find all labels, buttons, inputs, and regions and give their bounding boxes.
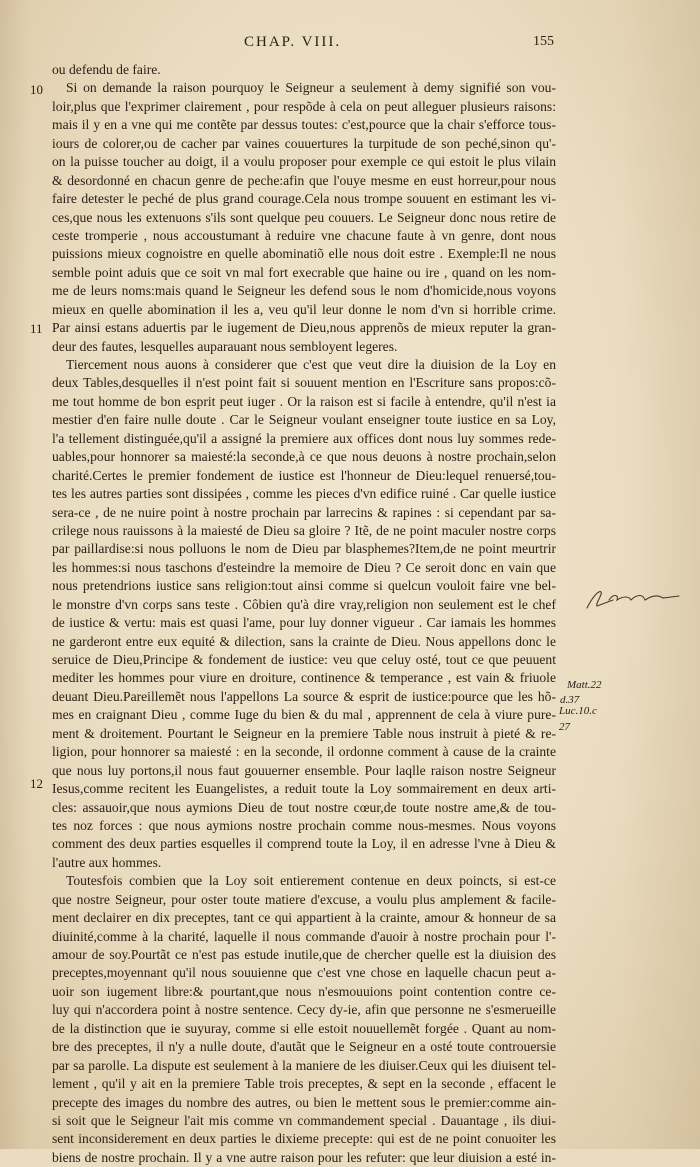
text-line: puissions mieux cognoistre en quelle abominatiõ elle nous doit estre . Exemple:Il ne nous	[52, 246, 556, 262]
text-line: Toutesfois combien que la Loy soit entierement contenue en deux poincts, si est-ce	[66, 873, 556, 889]
text-line: preceptes,moyennant qu'il nous souuienne que c'est vne chose en laquelle chacun peut a-	[52, 965, 556, 981]
text-line: lement , qu'il y ait en la premiere Table trois preceptes, & sept en la seconde , effacent le	[52, 1076, 556, 1092]
text-line: ligion, pour honnorer sa maiesté : en la seconde, il ordonne comment à cause de la crainte	[52, 744, 556, 760]
text-line: tes les autres parties sont dissipées , comme les pieces d'vn edifice ruiné . Car quelle iustice	[52, 486, 556, 502]
text-line: ment declairer en dix preceptes, tant ce qui appartient à la crainte, amour & honneur de sa	[52, 910, 556, 926]
text-line: les hommes:si nous taschons d'esteindre la memoire de Dieu ? Ce seroit donc en vain que	[52, 559, 556, 575]
text-line: cles: assauoir,que nous aymions Dieu de tout nostre cœur,de toute nostre ame,& de tou-	[52, 799, 556, 815]
text-line: de iustice & vertu: mais est quasi l'ame, pour luy donner vigueur . Car iamais les hommes	[52, 615, 556, 631]
text-line: que nostre Seigneur, pour oster toute matiere d'excuse, a voulu plus amplement & facile-	[52, 891, 556, 907]
text-line: mediter les hommes pour viure en droiture, continence & temperance , est vain & friuole	[52, 670, 556, 686]
text-line: charité.Certes le premier fondement de iustice est l'honneur de Dieu:lequel renuersé,tou-	[52, 467, 556, 483]
text-line: mais il y en a vne qui me contẽte par dessus toutes: c'est,pource que la chair s'efforce tous-	[52, 117, 556, 133]
text-line: tes noz forces : que nous aymions nostre prochain comme nous-mesmes. Nous voyons	[52, 817, 556, 833]
text-line: amour de soy.Pourtãt ce n'est pas estude inutile,que de chercher quelle est la diuision des	[52, 947, 556, 962]
text-line: uoir son iugement libre:& pourtant,que nous n'esmouuions point contention contre ce-	[52, 983, 556, 999]
text-line: deuant Dieu.Pareillemẽt nous l'appellons La source & esprit de iustice:pource que les hõ-	[52, 688, 556, 704]
text-line: seruice de Dieu,Principe & fondement de iustice: veu que celuy osté, tout ce que peuuent	[52, 652, 556, 667]
text-line: que nous luy portons,il nous faut gouuerner ensemble. Pour laqlle raison nostre Seigneur	[52, 762, 556, 778]
text-line: me de leurs noms:mais quand le Seigneur les defend sous le nom d'homicide,nous voyons	[52, 283, 556, 299]
page-number: 155	[533, 34, 554, 49]
text-line: faire detester le peché de plus grand courage.Cela nous trompe souuent en estimant les vi-	[52, 191, 556, 207]
text-line: ces,que nous les extenuons s'ils sont quelque peu couuers. Le Seigneur donc nous retire de	[52, 209, 556, 225]
text-line: sera-ce , de ne nuire point à nostre prochain par larrecins & rapines : si cependant par sa-	[52, 504, 556, 520]
handwritten-annotation	[583, 586, 683, 616]
text-line: luy qui n'accordera point à nostre sentence. Cecy dy-ie, afin que personne ne s'esmerueille	[52, 1002, 556, 1018]
text-line: ment & droitement. Pourtant le Seigneur en la premiere Table nous instruit à pieté & re-	[52, 725, 556, 741]
margin-note-27: 27	[559, 721, 570, 733]
text-line: ou defendu de faire.	[52, 62, 161, 77]
page-header	[0, 34, 700, 54]
section-number-10: 10	[30, 82, 43, 97]
margin-note-matthew: Matt.22	[567, 679, 602, 691]
text-line: le monstre d'vn corps sans teste . Côbien qu'à dire vray,religion non seulement est le chef	[52, 596, 556, 612]
section-number-12: 12	[30, 776, 43, 791]
text-line: uables,pour honnorer sa maiesté:la seconde,à ce que nous deuons à nostre prochain,selon	[52, 449, 556, 465]
margin-note-d37: d.37	[560, 694, 580, 706]
text-line: par paillardise:si nous polluons le nom de Dieu par blasphemes?Item,de ne point meurtrir	[52, 541, 556, 557]
text-line: si soit que le Seigneur l'ait mis comme vn commandement special . Dauantage , ils diui-	[52, 1112, 556, 1128]
text-line: par sa parolle. La dispute est seulement à la maniere de les diuiser.Ceux qui les diuisent tel-	[52, 1057, 556, 1073]
text-line: l'a tellement distinguée,qu'il a assigné la premiere aux offices dont nous luy sommes rede-	[52, 430, 556, 446]
text-line: loir,plus que l'exprimer clairement , pour respõde à cela on peut alleguer plusieurs raisons:	[52, 98, 556, 114]
text-line: semble point aduis que ce soit vn mal fort execrable que haine ou ire , quand on les nom-	[52, 264, 556, 280]
text-line: de la distinction que ie suyuray, comme si elle estoit nouuellemẽt forgée . Quant au nom-	[52, 1020, 556, 1036]
page-shading	[620, 0, 700, 1149]
margin-note-luke: Luc.10.c	[559, 705, 597, 717]
text-line: precepte des images du nombre des autres, ou bien le mettent sous le premier:comme ain-	[52, 1094, 556, 1110]
text-line: & desordonné en chacun genre de peche:afin que l'ouye mesme en eust horreur,pour nous	[52, 172, 556, 188]
text-line: biens de nostre prochain. Il y a vne autre raison pour les refuter: que leur diuision a esté in-	[52, 1149, 556, 1165]
text-line: comment des deux parties esquelles il comprend toute la Loy, il en adresse l'vne à Dieu &	[52, 836, 556, 852]
text-line: on la puisse toucher au doigt, il a voulu proposer pour exemple ce qui estoit le plus vilain	[52, 154, 556, 170]
text-line: Tiercement nous auons à considerer que c'est que veut dire la diuision de la Loy en	[66, 357, 556, 372]
text-line: nous pretendrions iustice sans religion:tout ainsi comme si quelcun vouloit faire vne bel-	[52, 578, 556, 594]
text-line: mieux en quelle abomination il les a, veu qu'il leur donne le nom d'vn si horrible crime.	[52, 301, 556, 317]
text-line: me tout homme de bon esprit peut iuger . Or la raison est si facile à entendre, qu'il n'est ia	[52, 393, 556, 409]
running-title: CHAP. VIII.	[244, 34, 342, 50]
text-line: ne garderont entre eux equité & dilection, sans la crainte de Dieu. Nous appellons donc le	[52, 633, 556, 649]
text-line: deux Tables,desquelles il n'est point fait si souuent mention en l'Escriture sans propos:cõ-	[52, 375, 556, 391]
text-line: Iesus,comme recitent les Euangelistes, a reduit toute la Loy sommairement en deux arti-	[52, 781, 556, 797]
text-line: iours de colorer,ou de cacher par vaines couuertures la turpitude de son peché,sinon qu'-	[52, 135, 556, 151]
text-line: crilege nous rauissons à la maiesté de Dieu sa gloire ? Itẽ, de ne point maculer nostre corps	[52, 522, 556, 538]
text-line: Par ainsi estans aduertis par le iugement de Dieu,nous apprenõs de mieux reputer la gran-	[52, 320, 556, 336]
text-line: mes en craignant Dieu , comme Iuge du bien & du mal , apprennent de cela à viure pure-	[52, 707, 556, 723]
page-gutter-shading	[0, 0, 30, 1149]
section-number-11: 11	[30, 321, 43, 336]
text-line: mestier d'en faire nulle doute . Car le Seigneur voulant enseigner toute iustice en sa Loy,	[52, 412, 556, 428]
text-line: l'autre aux hommes.	[52, 854, 162, 870]
text-line: diuinité,comme à la charité, laquelle il nous commande d'auoir à nostre prochain pour l'-	[52, 928, 556, 944]
text-line: sent inconsiderement en deux parties le dixieme precepte: qui est de ne point conuoiter les	[52, 1131, 556, 1147]
text-line: bre des preceptes, il n'y a nulle doute, d'autãt que le Seigneur en a osté toute controuersie	[52, 1039, 556, 1055]
text-line: ceste tromperie , nous accoustumant à reduire vne chacune faute à vn genre, dont nous	[52, 227, 556, 243]
text-line: deur des fautes, lesquelles auparauant nous sembloyent legeres.	[52, 338, 398, 354]
text-line: Si on demande la raison pourquoy le Seigneur a seulement à demy signifié son vou-	[66, 80, 556, 96]
main-text	[52, 61, 556, 1167]
